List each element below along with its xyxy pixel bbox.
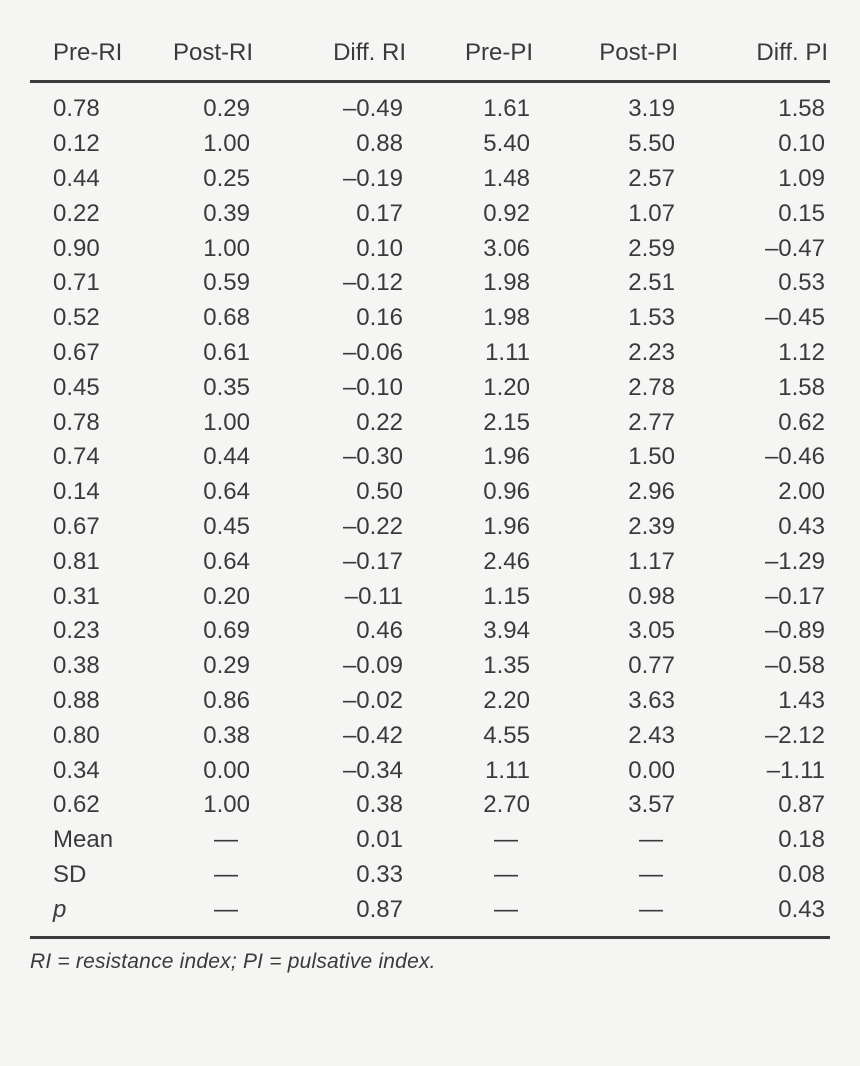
value-cell: 0.59 [203, 269, 250, 297]
value-cell: 1.98 [483, 304, 530, 332]
table-row [30, 649, 830, 684]
value-cell: — [535, 892, 680, 937]
row-label-cell: 0.78 [53, 95, 100, 123]
value-cell: 0.08 [778, 860, 825, 888]
table-row [30, 684, 830, 719]
value-cell: 1.96 [483, 443, 530, 471]
value-cell: 3.05 [628, 617, 675, 645]
value-cell: 1.58 [778, 373, 825, 401]
value-cell: — [214, 826, 238, 854]
row-label-cell: 0.34 [53, 756, 100, 784]
table-row [30, 196, 830, 231]
value-cell: 0.43 [680, 892, 830, 937]
value-cell: –0.30 [342, 443, 403, 471]
value-cell: 0.39 [203, 199, 250, 227]
table-row [30, 231, 830, 266]
value-cell: 0.25 [203, 164, 250, 192]
value-cell: 0.77 [628, 652, 675, 680]
row-label-cell: 0.62 [53, 791, 100, 819]
value-cell: –0.17 [342, 547, 403, 575]
value-cell: 3.57 [628, 791, 675, 819]
value-cell: –0.12 [342, 269, 403, 297]
value-cell: –0.46 [764, 443, 825, 471]
value-cell: 1.12 [778, 338, 825, 366]
value-cell: –0.09 [342, 652, 403, 680]
value-cell: 0.01 [356, 826, 403, 854]
row-label-cell: 0.14 [53, 478, 100, 506]
row-label-cell: 0.90 [53, 234, 100, 262]
row-label-cell: 0.31 [53, 582, 100, 610]
value-cell: 0.35 [203, 373, 250, 401]
value-cell: 0.38 [203, 721, 250, 749]
summary-row-sd [30, 858, 830, 893]
row-label-cell: 0.71 [53, 269, 100, 297]
row-label-cell: 0.88 [53, 686, 100, 714]
value-cell: 5.50 [628, 130, 675, 158]
row-label-cell: SD [53, 860, 87, 888]
value-cell: –0.89 [764, 617, 825, 645]
table-row [30, 788, 830, 823]
value-cell: –0.10 [342, 373, 403, 401]
value-cell: 1.98 [483, 269, 530, 297]
value-cell: 2.15 [483, 408, 530, 436]
value-cell: 0.64 [203, 478, 250, 506]
table-footnote: RI = resistance index; PI = pulsative index. [30, 950, 436, 974]
value-cell: 1.35 [483, 652, 530, 680]
table-body [30, 82, 830, 938]
value-cell: 0.16 [356, 304, 403, 332]
row-label-cell: 0.12 [53, 130, 100, 158]
column-header-pre-ri: Pre-RI [30, 28, 105, 82]
table-row [30, 510, 830, 545]
value-cell: 2.00 [778, 478, 825, 506]
table-row [30, 127, 830, 162]
column-header-pre-pi: Pre-PI [408, 28, 535, 82]
value-cell: 0.64 [203, 547, 250, 575]
table-row [30, 544, 830, 579]
value-cell: — [214, 860, 238, 888]
value-cell: 1.11 [485, 756, 530, 784]
value-cell: 1.17 [628, 547, 675, 575]
value-cell: 0.33 [356, 860, 403, 888]
column-header-diff-pi: Diff. PI [680, 28, 830, 82]
value-cell: 2.39 [628, 512, 675, 540]
value-cell: –0.34 [342, 756, 403, 784]
value-cell: 4.55 [483, 721, 530, 749]
value-cell: –0.11 [344, 582, 403, 610]
value-cell: 1.00 [203, 234, 250, 262]
value-cell: 0.50 [356, 478, 403, 506]
row-label-cell: 0.67 [53, 512, 100, 540]
column-header-post-ri: Post-RI [105, 28, 255, 82]
value-cell: 1.58 [778, 95, 825, 123]
table-row [30, 579, 830, 614]
value-cell: 0.38 [356, 791, 403, 819]
value-cell: — [105, 892, 255, 937]
statistics-table-container [30, 28, 830, 939]
row-label-cell: 0.22 [53, 199, 100, 227]
value-cell: 2.20 [483, 686, 530, 714]
summary-row-p [30, 892, 830, 937]
value-cell: 0.61 [203, 338, 250, 366]
value-cell: 0.15 [778, 199, 825, 227]
value-cell: 1.50 [628, 443, 675, 471]
value-cell: 1.11 [485, 338, 530, 366]
value-cell: — [639, 826, 663, 854]
value-cell: 0.20 [203, 582, 250, 610]
table-row [30, 475, 830, 510]
value-cell: –0.47 [764, 234, 825, 262]
header-row [30, 28, 830, 82]
row-label-cell: 0.81 [53, 547, 100, 575]
value-cell: 2.96 [628, 478, 675, 506]
value-cell: –2.12 [764, 721, 825, 749]
value-cell: 2.51 [628, 269, 675, 297]
value-cell: 1.61 [483, 95, 530, 123]
value-cell: –1.29 [764, 547, 825, 575]
value-cell: 1.96 [483, 512, 530, 540]
row-label-cell: 0.74 [53, 443, 100, 471]
value-cell: 1.53 [628, 304, 675, 332]
value-cell: 1.07 [628, 199, 675, 227]
value-cell: –0.42 [342, 721, 403, 749]
value-cell: 0.10 [778, 130, 825, 158]
value-cell: 3.63 [628, 686, 675, 714]
value-cell: 0.29 [203, 652, 250, 680]
value-cell: 0.98 [628, 582, 675, 610]
table-row [30, 405, 830, 440]
table-row [30, 266, 830, 301]
value-cell: –0.22 [342, 512, 403, 540]
table-row [30, 82, 830, 127]
value-cell: 0.17 [356, 199, 403, 227]
value-cell: 2.57 [628, 164, 675, 192]
value-cell: –0.19 [342, 164, 403, 192]
value-cell: 0.10 [356, 234, 403, 262]
value-cell: –0.06 [342, 338, 403, 366]
table-row [30, 718, 830, 753]
table-row [30, 336, 830, 371]
table-row [30, 162, 830, 197]
value-cell: 0.62 [778, 408, 825, 436]
value-cell: 2.46 [483, 547, 530, 575]
value-cell: 0.44 [203, 443, 250, 471]
value-cell: 0.88 [356, 130, 403, 158]
value-cell: –0.45 [764, 304, 825, 332]
row-label-cell: 0.45 [53, 373, 100, 401]
summary-row-mean [30, 823, 830, 858]
value-cell: 0.46 [356, 617, 403, 645]
value-cell: 5.40 [483, 130, 530, 158]
row-label-cell: Mean [53, 826, 114, 854]
value-cell: 0.43 [778, 512, 825, 540]
value-cell: 1.48 [483, 164, 530, 192]
value-cell: — [639, 860, 663, 888]
row-label-cell: p [30, 892, 105, 937]
value-cell: 1.00 [203, 408, 250, 436]
value-cell: 1.43 [778, 686, 825, 714]
value-cell: –0.49 [342, 95, 403, 123]
value-cell: 0.69 [203, 617, 250, 645]
row-label-cell: 0.52 [53, 304, 100, 332]
value-cell: 1.15 [483, 582, 530, 610]
value-cell: 0.00 [203, 756, 250, 784]
row-label-cell: 0.44 [53, 164, 100, 192]
value-cell: 0.87 [778, 791, 825, 819]
value-cell: 1.09 [778, 164, 825, 192]
row-label-cell: 0.67 [53, 338, 100, 366]
value-cell: 1.00 [203, 130, 250, 158]
value-cell: 0.53 [778, 269, 825, 297]
value-cell: 2.59 [628, 234, 675, 262]
value-cell: 1.00 [203, 791, 250, 819]
value-cell: 0.22 [356, 408, 403, 436]
value-cell: 0.00 [628, 756, 675, 784]
row-label-cell: 0.38 [53, 652, 100, 680]
value-cell: 0.86 [203, 686, 250, 714]
column-header-post-pi: Post-PI [535, 28, 680, 82]
value-cell: –0.02 [342, 686, 403, 714]
value-cell: 3.19 [628, 95, 675, 123]
table-row [30, 440, 830, 475]
value-cell: –1.11 [766, 756, 825, 784]
value-cell: — [408, 892, 535, 937]
value-cell: 0.18 [778, 826, 825, 854]
value-cell: 2.43 [628, 721, 675, 749]
table-row [30, 301, 830, 336]
row-label-cell: 0.80 [53, 721, 100, 749]
value-cell: 2.70 [483, 791, 530, 819]
value-cell: 0.96 [483, 478, 530, 506]
value-cell: 2.78 [628, 373, 675, 401]
table-row [30, 753, 830, 788]
row-label-cell: 0.78 [53, 408, 100, 436]
ri-pi-statistics-table [30, 28, 830, 939]
value-cell: 0.29 [203, 95, 250, 123]
value-cell: 0.87 [255, 892, 408, 937]
value-cell: — [494, 860, 518, 888]
value-cell: 0.68 [203, 304, 250, 332]
table-row [30, 370, 830, 405]
value-cell: –0.17 [764, 582, 825, 610]
column-header-diff-ri: Diff. RI [255, 28, 408, 82]
value-cell: 2.23 [628, 338, 675, 366]
value-cell: 0.45 [203, 512, 250, 540]
value-cell: 3.94 [483, 617, 530, 645]
value-cell: 1.20 [483, 373, 530, 401]
value-cell: — [494, 826, 518, 854]
table-row [30, 614, 830, 649]
value-cell: 3.06 [483, 234, 530, 262]
value-cell: –0.58 [764, 652, 825, 680]
row-label-cell: 0.23 [53, 617, 100, 645]
value-cell: 0.92 [483, 199, 530, 227]
value-cell: 2.77 [628, 408, 675, 436]
table-header [30, 28, 830, 82]
